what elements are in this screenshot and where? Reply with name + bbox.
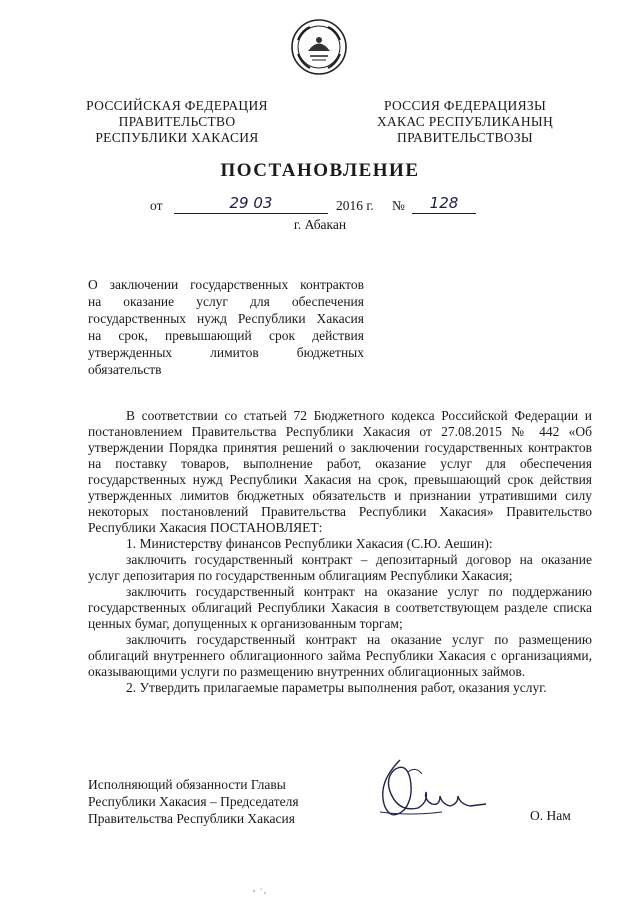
date-from-label: от [150,198,163,213]
signatory-position-line-2: Республики Хакасия – Председателя [88,794,299,809]
number-label: № [392,198,405,213]
header-left-line-1: РОССИЙСКАЯ ФЕДЕРАЦИЯ [86,98,268,113]
date-handwritten: 29 03 [229,194,273,212]
header-right-line-3: ПРАВИТЕЛЬСТВОЗЫ [397,130,533,145]
header-right-line-1: РОССИЯ ФЕДЕРАЦИЯЗЫ [383,98,547,113]
number-handwritten: 128 [429,194,459,212]
header-right-line-2: ХАКАС РЕСПУБЛИКАНЫҢ [376,114,554,129]
body-item-2: 2. Утвердить прилагаемые параметры выполнения работ, оказания услуг. [126,680,547,695]
coat-of-arms-icon [290,18,348,76]
city: г. Абакан [293,217,347,232]
subject-line-3: государственных нужд Республики Хакасия [88,311,364,326]
document-body [88,408,592,696]
subject-line-1: О заключении государственных контрактов [88,277,364,292]
signatory-position-line-3: Правительства Республики Хакасия [88,811,295,826]
subject-block [88,276,364,378]
body-item-1a: заключить государственный контракт – депозитарный договор на оказание услуг депозитария по государственным облигациям Республики Хакасия; [88,552,592,583]
header-left-line-3: РЕСПУБЛИКИ ХАКАСИЯ [95,130,259,145]
header-right [360,98,570,146]
header-left-line-2: ПРАВИТЕЛЬСТВО [118,114,236,129]
subject-line-4: на срок, превышающий срок действия [88,328,364,343]
header-left [72,98,282,146]
number-field [412,194,476,214]
date-number-line [150,194,490,218]
signatory-position [88,776,348,827]
date-year: 2016 г. [336,198,374,213]
subject-line-5: утвержденных лимитов бюджетных [88,345,364,360]
handwritten-signature [370,752,490,832]
signatory-position-line-1: Исполняющий обязанности Главы [88,777,286,792]
date-field [174,194,328,214]
body-intro: В соответствии со статьей 72 Бюджетного кодекса Российской Федерации и постановлением Правительства Республики Хакасия от 27.08.2015 № 442 «Об утверждении Порядка принятия решений о заключении государственных контрактов на поставку товаров, выполнение работ, оказание услуг для обеспечения государственных нужд Республики Хакасия на срок, превышающий срок действия утвержденных лимитов бюджетных обязательств и признании утратившими силу некоторых постановлений Правительства Республики Хакасия» Правительство Республики Хакасия ПОСТАНОВЛЯЕТ: [88,408,592,535]
subject-line-2: на оказание услуг для обеспечения [88,294,364,309]
body-item-1: 1. Министерству финансов Республики Хакасия (С.Ю. Аешин): [126,536,493,551]
body-item-1c: заключить государственный контракт на оказание услуг по размещению облигаций внутреннего облигационного займа Республики Хакасия с организациями, оказывающими услуги по размещению внутренних облигационных займов. [88,632,592,679]
signatory-name: О. Нам [530,808,571,823]
scan-artifact [250,886,270,896]
subject-line-6: обязательств [88,362,162,377]
document-title: ПОСТАНОВЛЕНИЕ [220,160,420,181]
body-item-1b: заключить государственный контракт на оказание услуг по поддержанию государственных облигаций Республики Хакасия в соответствующем разделе списка ценных бумаг, допущенных к организованным торгам; [88,584,592,631]
